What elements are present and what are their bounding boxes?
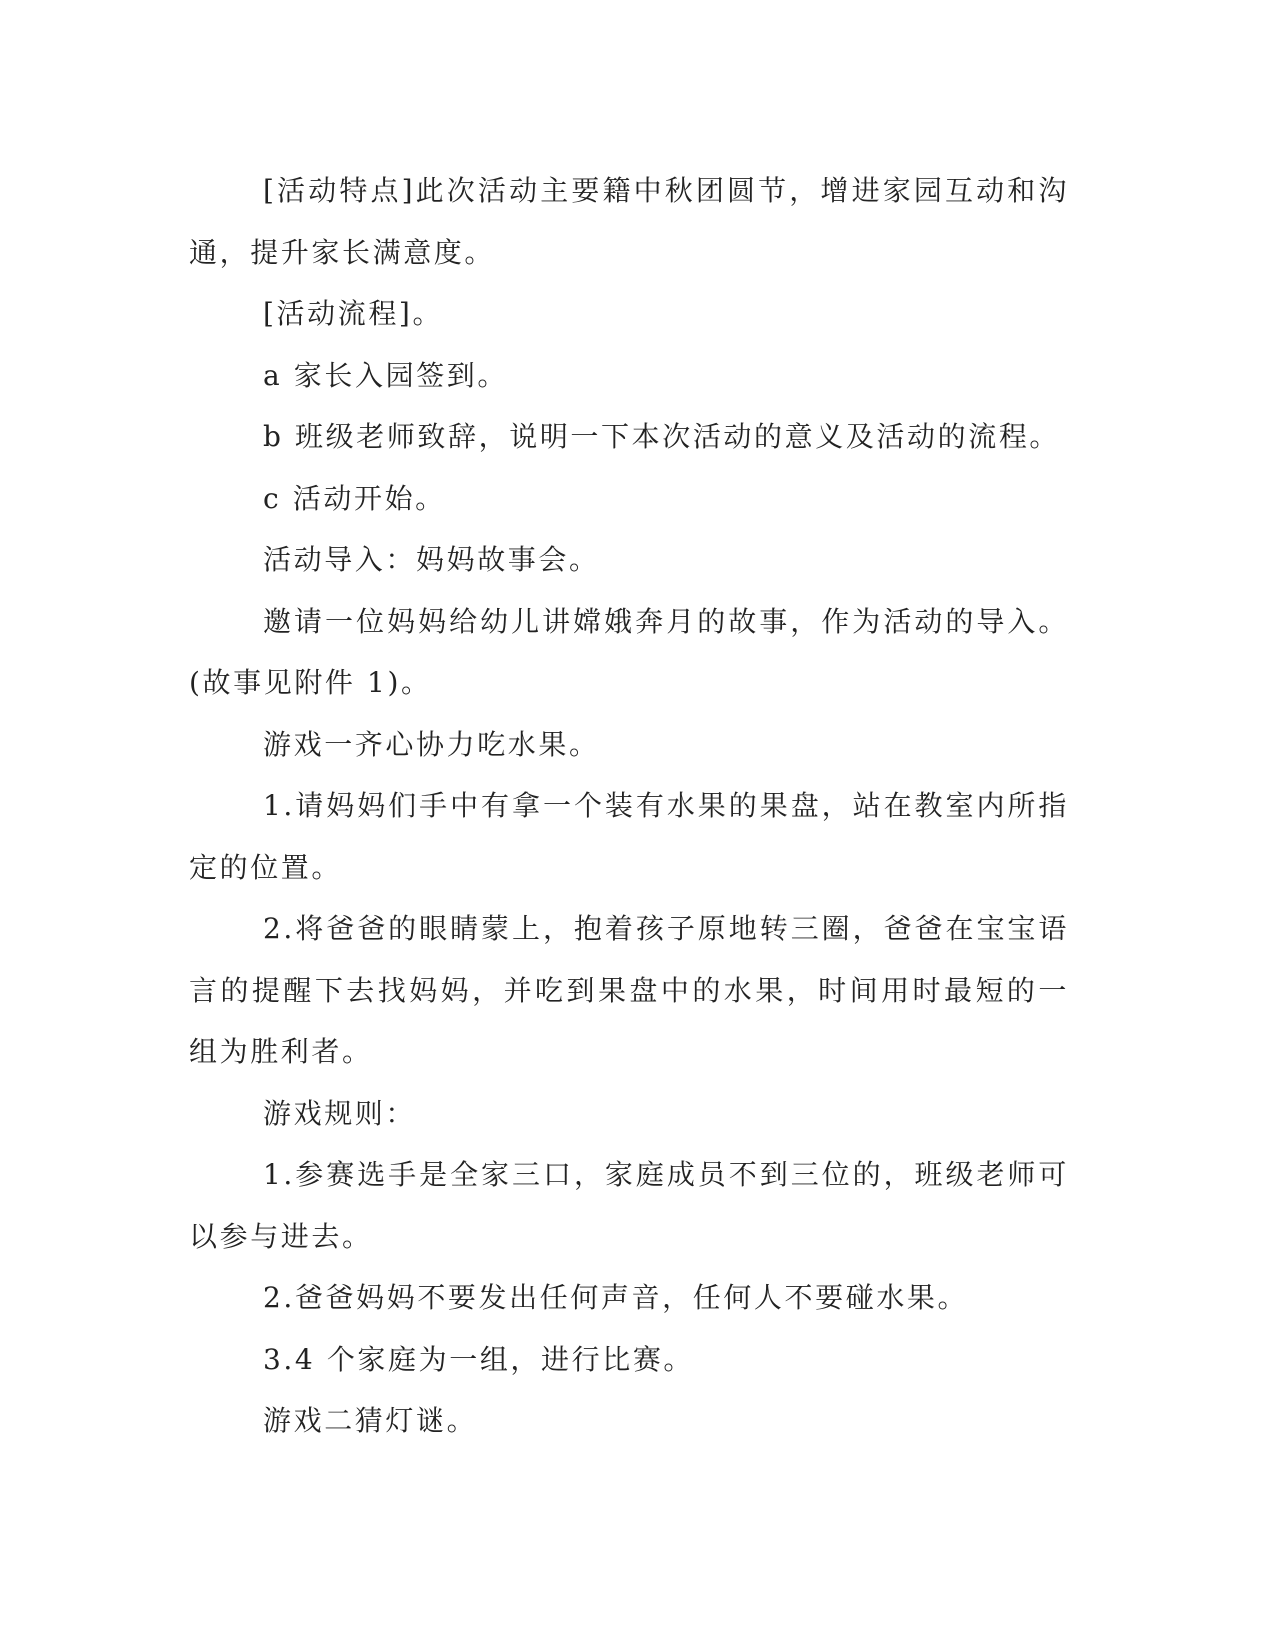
paragraph-rule-2: 2.爸爸妈妈不要发出任何声音，任何人不要碰水果。 — [263, 1281, 969, 1314]
paragraph-intro: 活动导入：妈妈故事会。 — [263, 543, 600, 576]
paragraph-rule-1: 1.参赛选手是全家三口，家庭成员不到三位的，班级老师可以参与进去。 — [189, 1158, 1069, 1253]
paragraph-game-one-step-2: 2.将爸爸的眼睛蒙上，抱着孩子原地转三圈，爸爸在宝宝语言的提醒下去找妈妈，并吃到果盘中的水果，时间用时最短的一组为胜利者。 — [189, 912, 1069, 1068]
paragraph-activity-features: [活动特点]此次活动主要籍中秋团圆节，增进家园互动和沟通，提升家长满意度。 — [189, 174, 1069, 269]
paragraph-step-c: c 活动开始。 — [263, 481, 446, 515]
paragraph-game-two: 游戏二猜灯谜。 — [263, 1404, 478, 1437]
paragraph-step-b: b 班级老师致辞，说明一下本次活动的意义及活动的流程。 — [263, 420, 1061, 453]
paragraph-story: 邀请一位妈妈给幼儿讲嫦娥奔月的故事，作为活动的导入。(故事见附件 1)。 — [189, 604, 1069, 699]
paragraph-game-rules: 游戏规则： — [263, 1096, 417, 1130]
document-body — [189, 160, 1069, 1452]
paragraph-activity-process: [活动流程]。 — [263, 297, 444, 330]
paragraph-game-one: 游戏一齐心协力吃水果。 — [263, 727, 600, 761]
paragraph-game-one-step-1: 1.请妈妈们手中有拿一个装有水果的果盘，站在教室内所指定的位置。 — [189, 789, 1069, 884]
paragraph-rule-3: 3.4 个家庭为一组，进行比赛。 — [263, 1342, 695, 1376]
paragraph-step-a: a 家长入园签到。 — [263, 358, 508, 392]
